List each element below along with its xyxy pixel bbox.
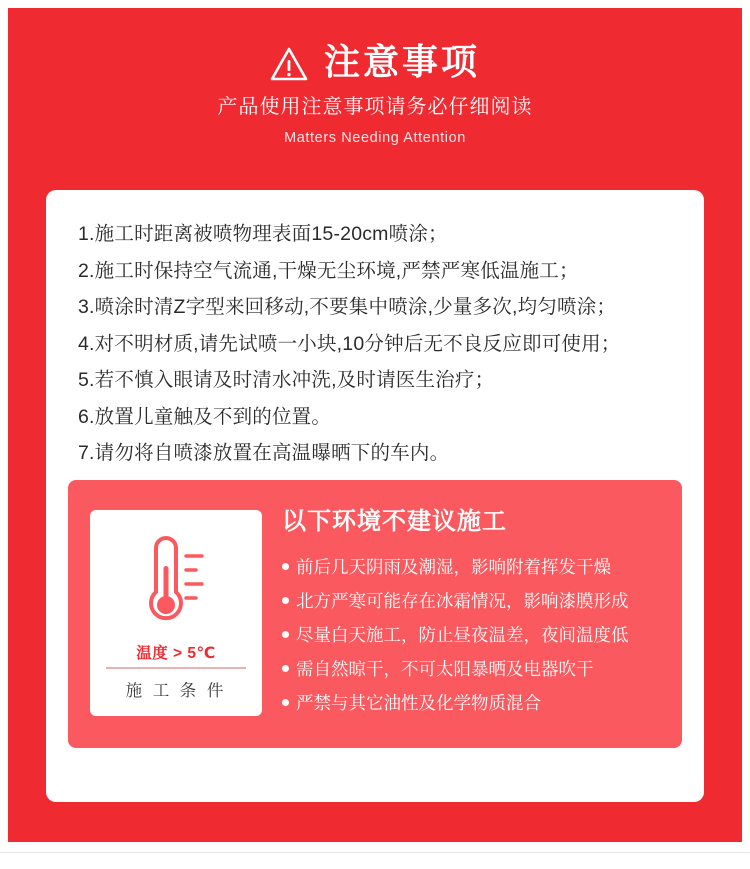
list-item: 5.若不慎入眼请及时清水冲洗,及时请医生治疗；: [78, 369, 495, 391]
bottom-strip: [0, 852, 750, 869]
list-item-label: 严禁与其它油性及化学物质混合: [296, 693, 541, 713]
list-item-label: 前后几天阴雨及潮湿，影响附着挥发干燥: [296, 557, 611, 577]
list-item: 7.请勿将自喷漆放置在高温曝晒下的车内。: [78, 442, 450, 464]
page-subtitle: 产品使用注意事项请务必仔细阅读: [217, 96, 533, 118]
condition-caption: 施 工 条 件: [125, 682, 227, 700]
title-row: [8, 42, 742, 82]
list-item: 4.对不明材质,请先试喷一小块,10分钟后无不良反应即可使用；: [78, 332, 621, 355]
list-item: [282, 550, 672, 584]
bullet-dot-icon: [282, 597, 289, 604]
list-item: 1.施工时距离被喷物理表面15-20cm喷涂；: [78, 223, 448, 245]
list-item-label: 尽量白天施工，防止昼夜温差，夜间温度低: [296, 625, 629, 645]
list-item: [282, 652, 672, 686]
advisory-heading: 以下环境不建议施工: [282, 508, 507, 535]
list-item: [282, 618, 672, 652]
bullet-dot-icon: [282, 699, 289, 706]
divider: [106, 667, 246, 669]
red-panel: [8, 8, 742, 842]
page-subtitle-english: Matters Needing Attention: [284, 130, 466, 146]
notes-list: [78, 216, 678, 472]
header: [8, 42, 742, 148]
content-card: [46, 190, 704, 802]
thermometer-icon: [90, 526, 262, 634]
bullet-dot-icon: [282, 631, 289, 638]
advisory-content: [282, 506, 672, 720]
advisory-box: [68, 480, 682, 748]
condition-card: [90, 510, 262, 716]
list-item: 3.喷涂时清Z字型来回移动,不要集中喷涂,少量多次,均匀喷涂；: [78, 296, 617, 318]
warning-triangle-icon: [270, 46, 308, 82]
list-item: 6.放置儿童触及不到的位置。: [78, 405, 332, 428]
list-item-label: 北方严寒可能存在冰霜情况，影响漆膜形成: [296, 591, 629, 611]
bullet-dot-icon: [282, 563, 289, 570]
list-item: [282, 686, 672, 720]
temperature-value: 温度 > 5℃: [136, 645, 216, 662]
bullet-dot-icon: [282, 665, 289, 672]
list-item: 2.施工时保持空气流通,干燥无尘环境,严禁严寒低温施工；: [78, 259, 579, 282]
list-item-label: 需自然晾干，不可太阳暴晒及电器吹干: [296, 659, 594, 679]
page-title: 注意事项: [323, 41, 480, 82]
list-item: [282, 584, 672, 618]
